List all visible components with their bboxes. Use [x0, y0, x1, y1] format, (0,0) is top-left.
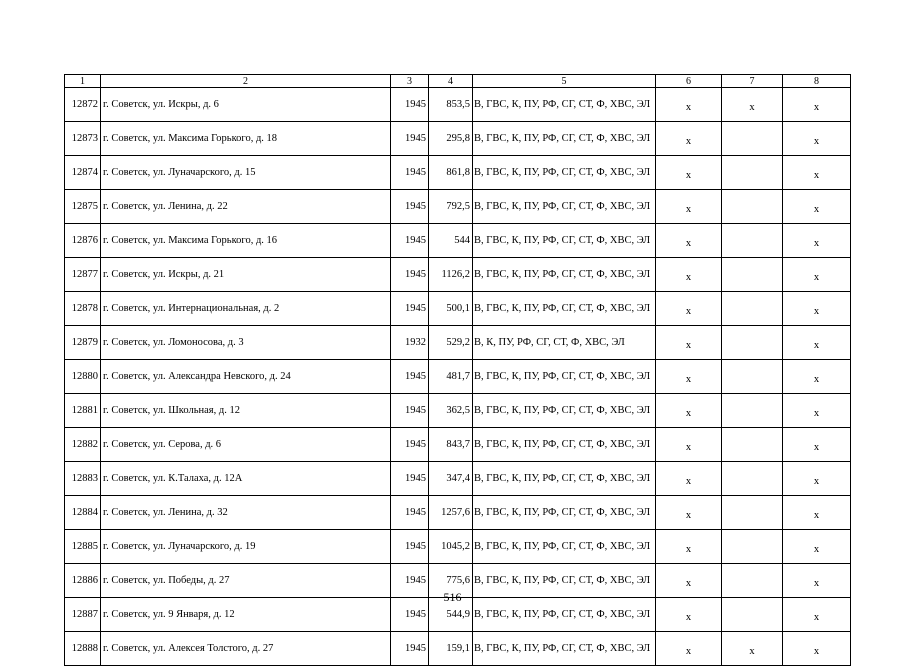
- row-number-cell: 12874: [65, 156, 101, 190]
- col8-mark-cell: x: [783, 224, 851, 258]
- equipment-cell: В, ГВС, К, ПУ, РФ, СГ, СТ, Ф, ХВС, ЭЛ: [473, 258, 656, 292]
- row-number-cell: 12883: [65, 462, 101, 496]
- col8-mark-cell: x: [783, 326, 851, 360]
- col6-mark-cell: x: [656, 598, 722, 632]
- area-cell: 792,5: [429, 190, 473, 224]
- area-cell: 1045,2: [429, 530, 473, 564]
- col7-mark-cell: [722, 190, 783, 224]
- year-cell: 1945: [391, 394, 429, 428]
- address-cell: г. Советск, ул. Школьная, д. 12: [101, 394, 391, 428]
- col6-mark-cell: x: [656, 190, 722, 224]
- col6-mark-cell: x: [656, 496, 722, 530]
- col6-mark-cell: x: [656, 564, 722, 598]
- equipment-cell: В, ГВС, К, ПУ, РФ, СГ, СТ, Ф, ХВС, ЭЛ: [473, 530, 656, 564]
- row-number-cell: 12882: [65, 428, 101, 462]
- table-row: [65, 360, 851, 394]
- year-cell: 1945: [391, 564, 429, 598]
- year-cell: 1945: [391, 496, 429, 530]
- header-cell-8: 8: [783, 75, 851, 88]
- table-row: [65, 292, 851, 326]
- area-cell: 861,8: [429, 156, 473, 190]
- area-cell: 159,1: [429, 632, 473, 666]
- col8-mark-cell: x: [783, 496, 851, 530]
- year-cell: 1945: [391, 88, 429, 122]
- area-cell: 481,7: [429, 360, 473, 394]
- header-cell-1: 1: [65, 75, 101, 88]
- equipment-cell: В, ГВС, К, ПУ, РФ, СГ, СТ, Ф, ХВС, ЭЛ: [473, 122, 656, 156]
- table-row: [65, 428, 851, 462]
- area-cell: 544,9: [429, 598, 473, 632]
- area-cell: 529,2: [429, 326, 473, 360]
- header-row: [65, 75, 851, 88]
- table-row: [65, 462, 851, 496]
- area-cell: 500,1: [429, 292, 473, 326]
- col7-mark-cell: [722, 428, 783, 462]
- row-number-cell: 12878: [65, 292, 101, 326]
- header-cell-4: 4: [429, 75, 473, 88]
- col8-mark-cell: x: [783, 190, 851, 224]
- col7-mark-cell: x: [722, 632, 783, 666]
- table-row: [65, 156, 851, 190]
- col7-mark-cell: [722, 224, 783, 258]
- header-cell-2: 2: [101, 75, 391, 88]
- header-cell-3: 3: [391, 75, 429, 88]
- year-cell: 1945: [391, 224, 429, 258]
- header-cell-7: 7: [722, 75, 783, 88]
- col7-mark-cell: [722, 326, 783, 360]
- col8-mark-cell: x: [783, 258, 851, 292]
- row-number-cell: 12875: [65, 190, 101, 224]
- col6-mark-cell: x: [656, 88, 722, 122]
- address-cell: г. Советск, ул. Ломоносова, д. 3: [101, 326, 391, 360]
- address-cell: г. Советск, ул. Победы, д. 27: [101, 564, 391, 598]
- row-number-cell: 12881: [65, 394, 101, 428]
- table-row: [65, 258, 851, 292]
- equipment-cell: В, ГВС, К, ПУ, РФ, СГ, СТ, Ф, ХВС, ЭЛ: [473, 88, 656, 122]
- address-cell: г. Советск, ул. Искры, д. 6: [101, 88, 391, 122]
- equipment-cell: В, К, ПУ, РФ, СГ, СТ, Ф, ХВС, ЭЛ: [473, 326, 656, 360]
- table-row: [65, 632, 851, 666]
- year-cell: 1945: [391, 530, 429, 564]
- col8-mark-cell: x: [783, 156, 851, 190]
- col6-mark-cell: x: [656, 292, 722, 326]
- year-cell: 1945: [391, 632, 429, 666]
- row-number-cell: 12872: [65, 88, 101, 122]
- table-row: [65, 122, 851, 156]
- equipment-cell: В, ГВС, К, ПУ, РФ, СГ, СТ, Ф, ХВС, ЭЛ: [473, 224, 656, 258]
- col7-mark-cell: [722, 122, 783, 156]
- table-row: [65, 224, 851, 258]
- address-cell: г. Советск, ул. Интернациональная, д. 2: [101, 292, 391, 326]
- col8-mark-cell: x: [783, 632, 851, 666]
- col8-mark-cell: x: [783, 360, 851, 394]
- equipment-cell: В, ГВС, К, ПУ, РФ, СГ, СТ, Ф, ХВС, ЭЛ: [473, 394, 656, 428]
- table-row: [65, 190, 851, 224]
- address-cell: г. Советск, ул. Луначарского, д. 19: [101, 530, 391, 564]
- col6-mark-cell: x: [656, 530, 722, 564]
- row-number-cell: 12886: [65, 564, 101, 598]
- col8-mark-cell: x: [783, 428, 851, 462]
- area-cell: 362,5: [429, 394, 473, 428]
- row-number-cell: 12879: [65, 326, 101, 360]
- col7-mark-cell: [722, 462, 783, 496]
- col8-mark-cell: x: [783, 530, 851, 564]
- row-number-cell: 12887: [65, 598, 101, 632]
- col7-mark-cell: [722, 360, 783, 394]
- row-number-cell: 12873: [65, 122, 101, 156]
- area-cell: 843,7: [429, 428, 473, 462]
- col6-mark-cell: x: [656, 462, 722, 496]
- address-cell: г. Советск, ул. Алексея Толстого, д. 27: [101, 632, 391, 666]
- address-cell: г. Советск, ул. Александра Невского, д. 24: [101, 360, 391, 394]
- col6-mark-cell: x: [656, 632, 722, 666]
- equipment-cell: В, ГВС, К, ПУ, РФ, СГ, СТ, Ф, ХВС, ЭЛ: [473, 156, 656, 190]
- col7-mark-cell: [722, 394, 783, 428]
- page-number: 516: [443, 590, 462, 604]
- equipment-cell: В, ГВС, К, ПУ, РФ, СГ, СТ, Ф, ХВС, ЭЛ: [473, 632, 656, 666]
- year-cell: 1945: [391, 190, 429, 224]
- col6-mark-cell: x: [656, 428, 722, 462]
- table-body: [65, 88, 851, 666]
- equipment-cell: В, ГВС, К, ПУ, РФ, СГ, СТ, Ф, ХВС, ЭЛ: [473, 564, 656, 598]
- header-cell-6: 6: [656, 75, 722, 88]
- area-cell: 775,6: [429, 564, 473, 598]
- year-cell: 1945: [391, 122, 429, 156]
- col8-mark-cell: x: [783, 292, 851, 326]
- col6-mark-cell: x: [656, 394, 722, 428]
- col8-mark-cell: x: [783, 462, 851, 496]
- col8-mark-cell: x: [783, 88, 851, 122]
- col6-mark-cell: x: [656, 224, 722, 258]
- table-row: [65, 530, 851, 564]
- col7-mark-cell: [722, 156, 783, 190]
- address-cell: г. Советск, ул. Максима Горького, д. 18: [101, 122, 391, 156]
- area-cell: 1257,6: [429, 496, 473, 530]
- area-cell: 853,5: [429, 88, 473, 122]
- col6-mark-cell: x: [656, 360, 722, 394]
- col7-mark-cell: x: [722, 88, 783, 122]
- equipment-cell: В, ГВС, К, ПУ, РФ, СГ, СТ, Ф, ХВС, ЭЛ: [473, 190, 656, 224]
- row-number-cell: 12880: [65, 360, 101, 394]
- col6-mark-cell: x: [656, 326, 722, 360]
- area-cell: 295,8: [429, 122, 473, 156]
- col7-mark-cell: [722, 530, 783, 564]
- address-cell: г. Советск, ул. Луначарского, д. 15: [101, 156, 391, 190]
- address-cell: г. Советск, ул. Ленина, д. 32: [101, 496, 391, 530]
- address-cell: г. Советск, ул. Ленина, д. 22: [101, 190, 391, 224]
- equipment-cell: В, ГВС, К, ПУ, РФ, СГ, СТ, Ф, ХВС, ЭЛ: [473, 360, 656, 394]
- equipment-cell: В, ГВС, К, ПУ, РФ, СГ, СТ, Ф, ХВС, ЭЛ: [473, 292, 656, 326]
- address-cell: г. Советск, ул. Искры, д. 21: [101, 258, 391, 292]
- table-row: [65, 88, 851, 122]
- area-cell: 347,4: [429, 462, 473, 496]
- year-cell: 1945: [391, 428, 429, 462]
- equipment-cell: В, ГВС, К, ПУ, РФ, СГ, СТ, Ф, ХВС, ЭЛ: [473, 462, 656, 496]
- col7-mark-cell: [722, 258, 783, 292]
- col6-mark-cell: x: [656, 122, 722, 156]
- col8-mark-cell: x: [783, 122, 851, 156]
- year-cell: 1945: [391, 258, 429, 292]
- table-row: [65, 326, 851, 360]
- row-number-cell: 12876: [65, 224, 101, 258]
- row-number-cell: 12885: [65, 530, 101, 564]
- year-cell: 1945: [391, 292, 429, 326]
- housing-table: [64, 74, 851, 666]
- equipment-cell: В, ГВС, К, ПУ, РФ, СГ, СТ, Ф, ХВС, ЭЛ: [473, 496, 656, 530]
- year-cell: 1945: [391, 360, 429, 394]
- col6-mark-cell: x: [656, 258, 722, 292]
- col8-mark-cell: x: [783, 394, 851, 428]
- equipment-cell: В, ГВС, К, ПУ, РФ, СГ, СТ, Ф, ХВС, ЭЛ: [473, 428, 656, 462]
- year-cell: 1932: [391, 326, 429, 360]
- col8-mark-cell: x: [783, 598, 851, 632]
- col7-mark-cell: [722, 496, 783, 530]
- col6-mark-cell: x: [656, 156, 722, 190]
- address-cell: г. Советск, ул. К.Талаха, д. 12А: [101, 462, 391, 496]
- year-cell: 1945: [391, 598, 429, 632]
- table-row: [65, 496, 851, 530]
- row-number-cell: 12888: [65, 632, 101, 666]
- year-cell: 1945: [391, 462, 429, 496]
- area-cell: 1126,2: [429, 258, 473, 292]
- year-cell: 1945: [391, 156, 429, 190]
- row-number-cell: 12884: [65, 496, 101, 530]
- col7-mark-cell: [722, 292, 783, 326]
- row-number-cell: 12877: [65, 258, 101, 292]
- address-cell: г. Советск, ул. Максима Горького, д. 16: [101, 224, 391, 258]
- address-cell: г. Советск, ул. 9 Января, д. 12: [101, 598, 391, 632]
- header-cell-5: 5: [473, 75, 656, 88]
- table-row: [65, 394, 851, 428]
- area-cell: 544: [429, 224, 473, 258]
- equipment-cell: В, ГВС, К, ПУ, РФ, СГ, СТ, Ф, ХВС, ЭЛ: [473, 598, 656, 632]
- col8-mark-cell: x: [783, 564, 851, 598]
- address-cell: г. Советск, ул. Серова, д. 6: [101, 428, 391, 462]
